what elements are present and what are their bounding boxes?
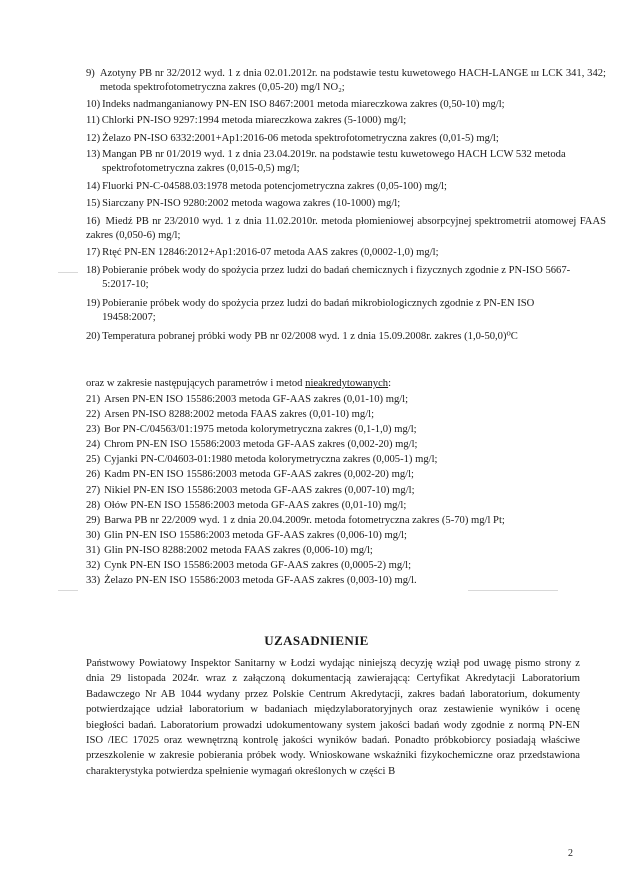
list-item: [86, 422, 606, 437]
item-number: 12): [86, 132, 101, 144]
list-item: [86, 573, 606, 588]
item-number: 9): [86, 68, 95, 79]
item-text: Arsen PN-EN ISO 15586:2003 metoda GF-AAS zakres (0,01-10) mg/l;: [104, 394, 409, 405]
list-item: [86, 498, 606, 513]
list-item: [86, 246, 606, 260]
scan-mark: [58, 590, 78, 591]
list-item: [86, 543, 606, 558]
item-text: Arsen PN-ISO 8288:2002 metoda FAAS zakres (0,01-10) mg/l;: [104, 409, 375, 421]
item-text: Azotyny PB nr 32/2012 wyd. 1 z dnia 02.01.2012r. na podstawie testu kuwetowego HACH-LANGE ш LCK 341, 342; metoda spektrofotometryczna zakres (0,05-20) mg/l NO₂;: [99, 68, 606, 94]
nonaccredited-intro: [86, 377, 391, 391]
nonaccredited-list: [86, 392, 606, 588]
list-item: [86, 392, 606, 407]
item-text: Glin PN-ISO 8288:2002 metoda FAAS zakres (0,006-10) mg/l;: [104, 544, 373, 556]
list-item: [86, 437, 606, 452]
item-text: Żelazo PN-ISO 6332:2001+Ap1:2016-06 metoda spektrofotometryczna zakres (0,01-5) mg/l;: [102, 132, 499, 144]
item-text: Nikiel PN-EN ISO 15586:2003 metoda GF-AAS zakres (0,007-10) mg/l;: [104, 484, 415, 496]
item-number: 16): [86, 215, 101, 227]
item-number: 10): [86, 98, 101, 110]
item-number: 22): [86, 409, 101, 421]
intro-underlined: nieakredytowanych: [305, 378, 389, 389]
item-number: 13): [86, 149, 101, 161]
item-number: 25): [86, 454, 101, 466]
item-number: 11): [86, 115, 100, 127]
list-item: [86, 132, 606, 146]
item-number: 26): [86, 469, 101, 481]
page-number: 2: [568, 848, 573, 859]
item-number: 21): [86, 394, 101, 405]
scan-mark: [58, 272, 78, 273]
item-text: Indeks nadmanganianowy PN-EN ISO 8467:2001 metoda miareczkowa zakres (0,50-10) mg/l;: [102, 98, 505, 110]
item-text: Cynk PN-EN ISO 15586:2003 metoda GF-AAS zakres (0,0005-2) mg/l;: [104, 560, 412, 572]
list-item: [86, 407, 606, 422]
item-text: Fluorki PN-C-04588.03:1978 metoda potencjometryczna zakres (0,05-100) mg/l;: [102, 180, 447, 192]
scan-mark: [468, 590, 558, 591]
item-number: 32): [86, 560, 101, 572]
item-number: 19): [86, 297, 101, 309]
item-text: Bor PN-C/04563/01:1975 metoda kolorymetryczna zakres (0,1-1,0) mg/l;: [104, 424, 417, 436]
item-number: 24): [86, 439, 101, 451]
item-text: Temperatura pobranej próbki wody PB nr 02/2008 wyd. 1 z dnia 15.09.2008r. zakres (1,0-50,0)⁰C: [102, 330, 518, 342]
list-item: [86, 197, 606, 211]
list-item: [86, 513, 606, 528]
list-item: [86, 98, 606, 112]
list-item: [86, 180, 606, 194]
item-number: 27): [86, 484, 101, 496]
item-text: Kadm PN-EN ISO 15586:2003 metoda GF-AAS zakres (0,002-20) mg/l;: [104, 469, 414, 481]
item-number: 14): [86, 180, 101, 192]
item-number: 30): [86, 529, 101, 541]
list-item: [86, 483, 606, 498]
intro-colon: :: [388, 378, 392, 389]
item-text: Rtęć PN-EN 12846:2012+Ap1:2016-07 metoda AAS zakres (0,0002-1,0) mg/l;: [102, 247, 439, 259]
section-heading: UZASADNIENIE: [264, 633, 369, 648]
list-item: [86, 264, 606, 293]
item-number: 29): [86, 514, 101, 526]
list-item: [86, 558, 606, 573]
item-text: Mangan PB nr 01/2019 wyd. 1 z dnia 23.04.2019r. na podstawie testu kuwetowego HACH LCW 532 metoda spektrofotometryczna zakres (0,015-0,5) mg/l;: [102, 149, 566, 175]
item-text: Siarczany PN-ISO 9280:2002 metoda wagowa zakres (10-1000) mg/l;: [102, 198, 401, 210]
intro-text: oraz w zakresie następujących parametrów i metod: [86, 378, 306, 389]
list-item: [86, 114, 606, 128]
item-text: Barwa PB nr 22/2009 wyd. 1 z dnia 20.04.2009r. metoda fotometryczna zakres (5-70) mg/l Pt;: [104, 514, 505, 526]
item-text: Pobieranie próbek wody do spożycia przez ludzi do badań chemicznych i fizycznych zgodnie z PN-ISO 5667-5:2017-10;: [102, 264, 571, 291]
item-number: 15): [86, 198, 101, 210]
item-number: 20): [86, 330, 101, 342]
list-item: [86, 330, 606, 344]
list-item: [86, 67, 606, 96]
item-text: Chlorki PN-ISO 9297:1994 metoda miareczkowa zakres (5-1000) mg/l;: [101, 115, 407, 127]
accredited-list: [86, 67, 606, 344]
list-item: [86, 467, 606, 482]
justification-paragraph: Państwowy Powiatowy Inspektor Sanitarny w Łodzi wydając niniejszą decyzję wziął pod uwagę pismo strony z dnia 29 listopada 2024r. wraz z załączoną dokumentacją zawierającą: Certyfikat Akredytacji Laboratorium Badawczego Nr AB 1044 wydany przez Polskie Centrum Akredytacji, zakres badań laboratorium, dokumenty potwierdzające udział laboratorium w badaniach międzylaboratoryjnych oraz zestawienie wyników i ocenę biegłości badań. Laboratorium prowadzi udokumentowany system jakości badań wody zgodnie z normą PN-EN ISO /IEC 17025 oraz wewnętrzną kontrolę jakości wyników badań. Ponadto próbkobiorcy posiadają właściwe przeszkolenie w zakresie pobierania próbek wody. Wnioskowane wskaźniki fizykochemiczne oraz przedstawiona charakterystyka potwierdza spełnienie wymagań określonych w części B: [86, 658, 580, 777]
item-text: Pobieranie próbek wody do spożycia przez ludzi do badań mikrobiologicznych zgodnie z PN-EN ISO 19458:2007;: [102, 297, 535, 324]
item-number: 17): [86, 247, 101, 259]
item-number: 23): [86, 424, 101, 436]
item-text: Ołów PN-EN ISO 15586:2003 metoda GF-AAS zakres (0,01-10) mg/l;: [104, 499, 407, 511]
item-text: Glin PN-EN ISO 15586:2003 metoda GF-AAS zakres (0,006-10) mg/l;: [104, 529, 407, 541]
list-item: [86, 215, 606, 244]
item-number: 28): [86, 499, 101, 511]
list-item: [86, 148, 606, 177]
list-item: [86, 528, 606, 543]
item-text: Chrom PN-EN ISO 15586:2003 metoda GF-AAS zakres (0,002-20) mg/l;: [104, 439, 418, 451]
list-item: [86, 297, 606, 326]
list-item: [86, 452, 606, 467]
item-number: 31): [86, 544, 101, 556]
item-text: Miedź PB nr 23/2010 wyd. 1 z dnia 11.02.2010r. metoda płomieniowej absorpcyjnej spektrometrii atomowej FAAS zakres (0,050-6) mg/l;: [86, 215, 606, 242]
item-number: 18): [86, 264, 101, 276]
item-number: 33): [86, 575, 101, 587]
item-text: Cyjanki PN-C/04603-01:1980 metoda kolorymetryczna zakres (0,005-1) mg/l;: [104, 454, 438, 466]
item-text: Żelazo PN-EN ISO 15586:2003 metoda GF-AAS zakres (0,003-10) mg/l.: [104, 575, 417, 587]
